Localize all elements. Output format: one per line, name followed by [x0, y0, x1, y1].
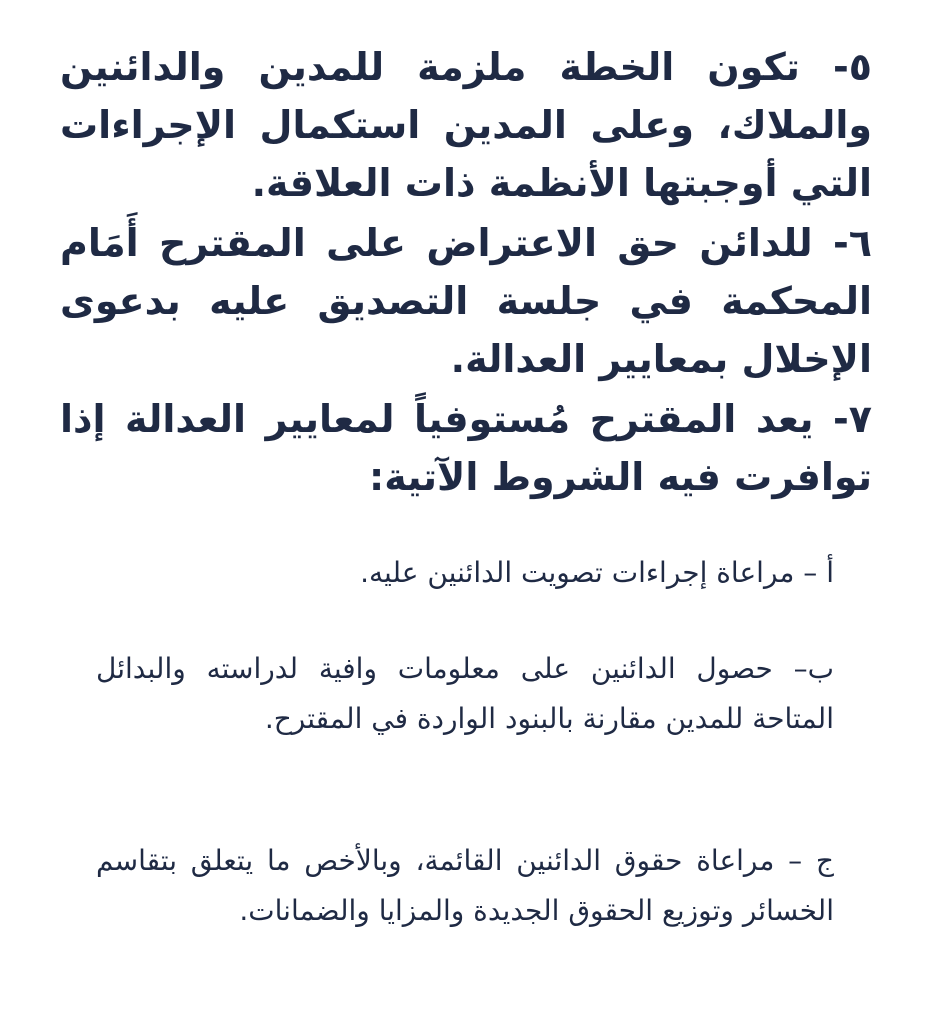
clause-7 — [60, 390, 872, 506]
clause-6 — [60, 214, 872, 388]
condition-b — [96, 644, 834, 744]
condition-c — [96, 836, 834, 936]
condition-b-text: حصول الدائنين على معلومات وافية لدراسته والبدائل المتاحة للمدين مقارنة بالبنود الواردة في المقترح. — [96, 652, 834, 735]
condition-a-letter: أ – — [794, 556, 834, 589]
clause-5 — [60, 38, 872, 212]
condition-a — [96, 548, 834, 598]
condition-a-text: مراعاة إجراءات تصويت الدائنين عليه. — [360, 556, 795, 589]
condition-b-letter: ب– — [772, 652, 834, 685]
clause-6-number: ٦- — [812, 221, 872, 265]
clause-7-number: ٧- — [813, 397, 872, 441]
clause-5-number: ٥- — [799, 45, 872, 89]
clause-6-text: للدائن حق الاعتراض على المقترح أَمَام المحكمة في جلسة التصديق عليه بدعوى الإخلال بمعايير العدالة. — [60, 221, 872, 381]
clause-5-text: تكون الخطة ملزمة للمدين والدائنين والملاك، وعلى المدين استكمال الإجراءات التي أوجبتها الأنظمة ذات العلاقة. — [60, 45, 872, 205]
clause-7-text: يعد المقترح مُستوفياً لمعايير العدالة إذا توافرت فيه الشروط الآتية: — [60, 397, 872, 499]
condition-c-letter: ج – — [774, 844, 835, 877]
condition-c-text: مراعاة حقوق الدائنين القائمة، وبالأخص ما يتعلق بتقاسم الخسائر وتوزيع الحقوق الجديدة والمزايا والضمانات. — [96, 844, 834, 927]
